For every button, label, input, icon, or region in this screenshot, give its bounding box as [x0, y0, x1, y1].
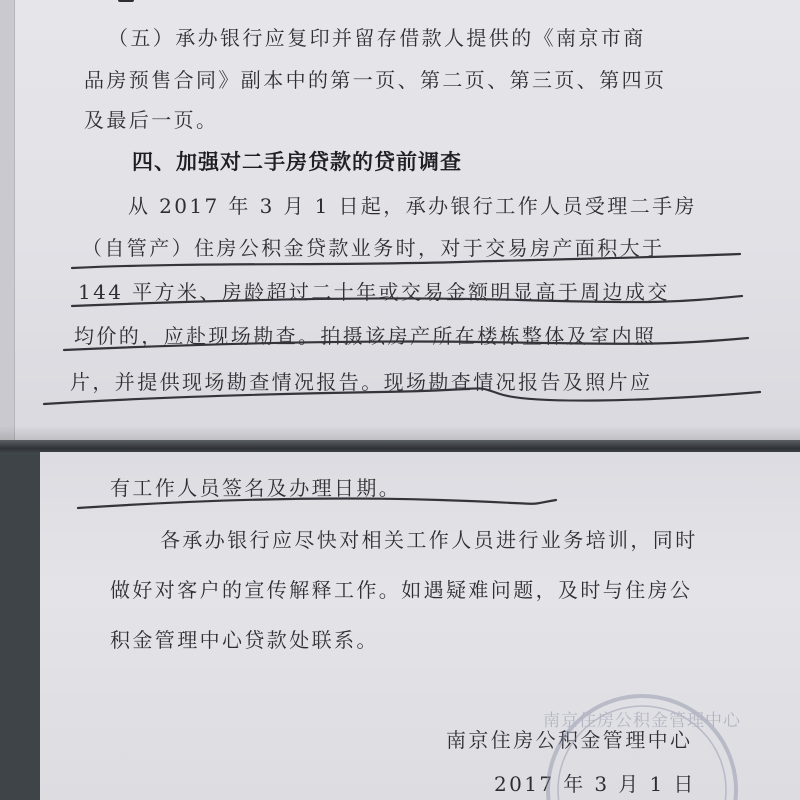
closing-line-3: 积金管理中心贷款处联系。 — [110, 628, 379, 652]
section4-line-3: 144 平方米、房龄超过二十年或交易金额明显高于周边成交 — [78, 280, 670, 304]
section4-heading: 四、加强对二手房贷款的贷前调查 — [132, 150, 462, 174]
continuation-line: 有工作人员签名及办理日期。 — [110, 476, 402, 500]
section4-line-1: 从 2017 年 3 月 1 日起，承办银行工作人员受理二手房 — [128, 194, 697, 218]
stamp-text: 南京住房公积金管理中心 — [543, 711, 741, 731]
cut-off-text-fragment — [118, 0, 134, 2]
closing-line-1: 各承办银行应尽快对相关工作人员进行业务培训，同时 — [160, 528, 698, 552]
section5-line-3: 及最后一页。 — [84, 108, 219, 132]
section4-line-4: 均价的，应赴现场勘查。拍摄该房产所在楼栋整体及室内照 — [74, 324, 657, 348]
section5-line-1: （五）承办银行应复印并留存借款人提供的《南京市商 — [108, 26, 646, 50]
section5-line-2: 品房预售合同》副本中的第一页、第二页、第三页、第四页 — [84, 68, 667, 92]
section4-line-5: 片，并提供现场勘查情况报告。现场勘查情况报告及照片应 — [70, 370, 653, 394]
issue-date: 2017 年 3 月 1 日 — [494, 772, 696, 796]
section4-line-2: （自管产）住房公积金贷款业务时，对于交易房产面积大于 — [82, 236, 665, 260]
closing-line-2: 做好对客户的宣传解释工作。如遇疑难问题，及时与住房公 — [110, 578, 693, 602]
page-edge — [0, 0, 15, 440]
issuer-name: 南京住房公积金管理中心 — [446, 728, 693, 752]
